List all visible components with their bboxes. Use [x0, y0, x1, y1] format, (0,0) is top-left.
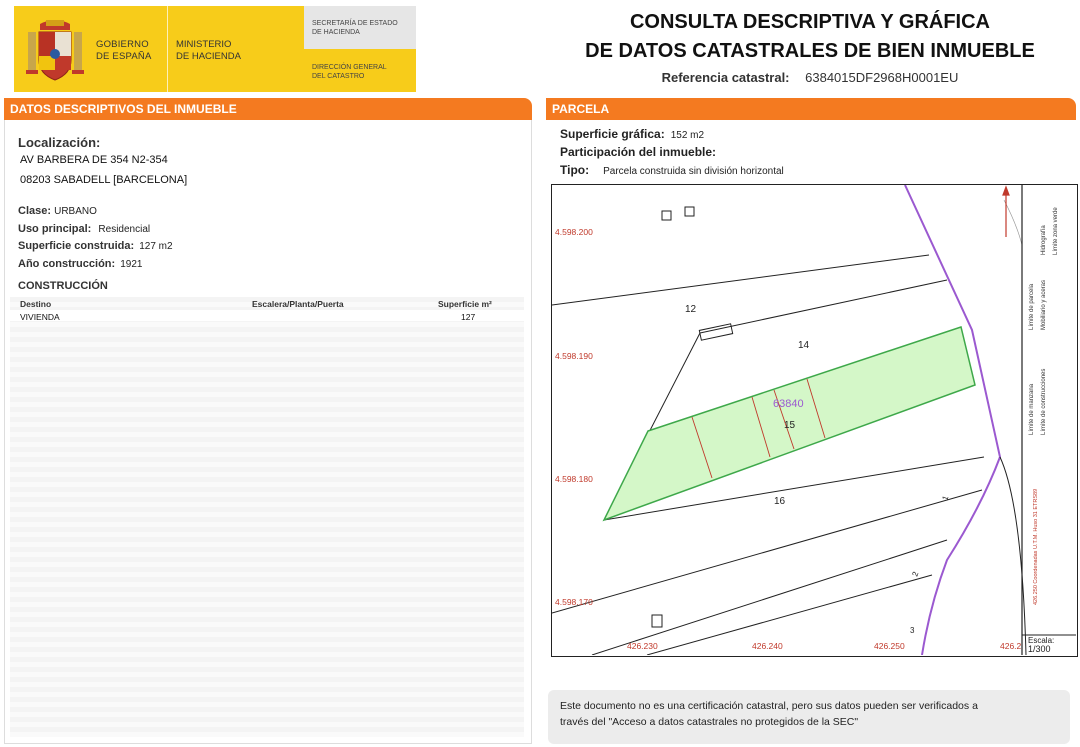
row-destino: VIVIENDA: [20, 312, 60, 322]
scale-value: 1/300: [1028, 644, 1051, 654]
participacion-field: Participación del inmueble:: [560, 145, 717, 159]
uso-field: Uso principal: Residencial: [18, 223, 151, 235]
construccion-table: [10, 297, 524, 737]
direccion-text: DIRECCIÓN GENERAL DEL CATASTRO: [312, 64, 387, 80]
street-number: 1: [940, 494, 951, 502]
superficie-construida-field: Superficie construida: 127 m2: [18, 240, 173, 252]
manzana-boundary: [905, 185, 1000, 655]
y-coord-label: 4.598.190: [555, 351, 593, 361]
col-destino: Destino: [20, 299, 52, 309]
legend-item: Límite zona verde: [1053, 207, 1059, 255]
x-coord-label: 426.2: [1000, 641, 1022, 651]
disclaimer-note: Este documento no es una certificación catastral, pero sus datos pueden ser verificados a través del "Acceso a datos catastrales no protegidos de la SEC": [548, 690, 1070, 744]
x-coord-label: 426.240: [752, 641, 783, 651]
col-escalera: Escalera/Planta/Puerta: [252, 299, 344, 309]
referencia-value: 6384015DF2968H0001EU: [805, 70, 959, 85]
street-number: 2: [910, 570, 921, 578]
parcel-number: 12: [685, 304, 697, 315]
clase-field: Clase: URBANO: [18, 205, 97, 217]
address-line2: 08203 SABADELL [BARCELONA]: [20, 174, 188, 186]
parcel-number: 15: [784, 420, 796, 431]
legend-item: Hidrografía: [1041, 225, 1047, 255]
localizacion-label: Localización:: [18, 135, 101, 150]
coat-of-arms-icon: [26, 16, 84, 84]
legend-item: Límite de parcela: [1029, 283, 1035, 330]
address-line1: AV BARBERA DE 354 N2-354: [20, 154, 168, 166]
parcel-number: 16: [774, 496, 786, 507]
construccion-title: CONSTRUCCIÓN: [18, 280, 108, 292]
ministerio-text: MINISTERIO DE HACIENDA: [176, 39, 241, 62]
ano-construccion-field: Año construcción: 1921: [18, 258, 143, 270]
north-arrow-icon: [1003, 187, 1009, 237]
parcel-number: 14: [798, 340, 810, 351]
datos-descriptivos-header: DATOS DESCRIPTIVOS DEL INMUEBLE: [4, 98, 532, 120]
secretaria-text: SECRETARÍA DE ESTADO DE HACIENDA: [312, 20, 398, 36]
col-superficie: Superficie m²: [438, 299, 492, 309]
y-coord-label: 4.598.170: [555, 597, 593, 607]
table-row: [10, 310, 524, 321]
superficie-grafica-field: Superficie gráfica: 152 m2: [560, 127, 705, 141]
gobierno-logo-block: [14, 6, 416, 92]
y-coord-label: 4.598.200: [555, 227, 593, 237]
legend-item: Mobiliario y aceras: [1041, 279, 1047, 330]
gobierno-text: GOBIERNO DE ESPAÑA: [96, 39, 152, 62]
tipo-field: Tipo: Parcela construida sin división horizontal: [560, 163, 784, 177]
parcel-ref-label: 63840: [773, 398, 804, 410]
row-superficie: 127: [461, 312, 476, 322]
scale-label: Escala:: [1028, 636, 1055, 645]
legend-item: Límite de manzana: [1029, 383, 1035, 435]
logo-divider: [167, 6, 168, 92]
cadastral-map[interactable]: [551, 184, 1078, 657]
page-title: CONSULTA DESCRIPTIVA Y GRÁFICA DE DATOS CATASTRALES DE BIEN INMUEBLE: [585, 11, 1035, 62]
y-coord-label: 4.598.180: [555, 474, 593, 484]
street-number: 3: [910, 626, 915, 635]
referencia-catastral: Referencia catastral: 6384015DF2968H0001EU: [661, 70, 959, 85]
x-coord-label: 426.250: [874, 641, 905, 651]
legend-item: Límite de construcciones: [1041, 368, 1047, 435]
map-svg: [552, 185, 1076, 655]
parcela-header: PARCELA: [546, 98, 1076, 120]
x-coord-label: 426.230: [627, 641, 658, 651]
coord-system-text: 426.250 Coordenadas U.T.M. Huso 31 ETRS89: [1033, 488, 1039, 605]
